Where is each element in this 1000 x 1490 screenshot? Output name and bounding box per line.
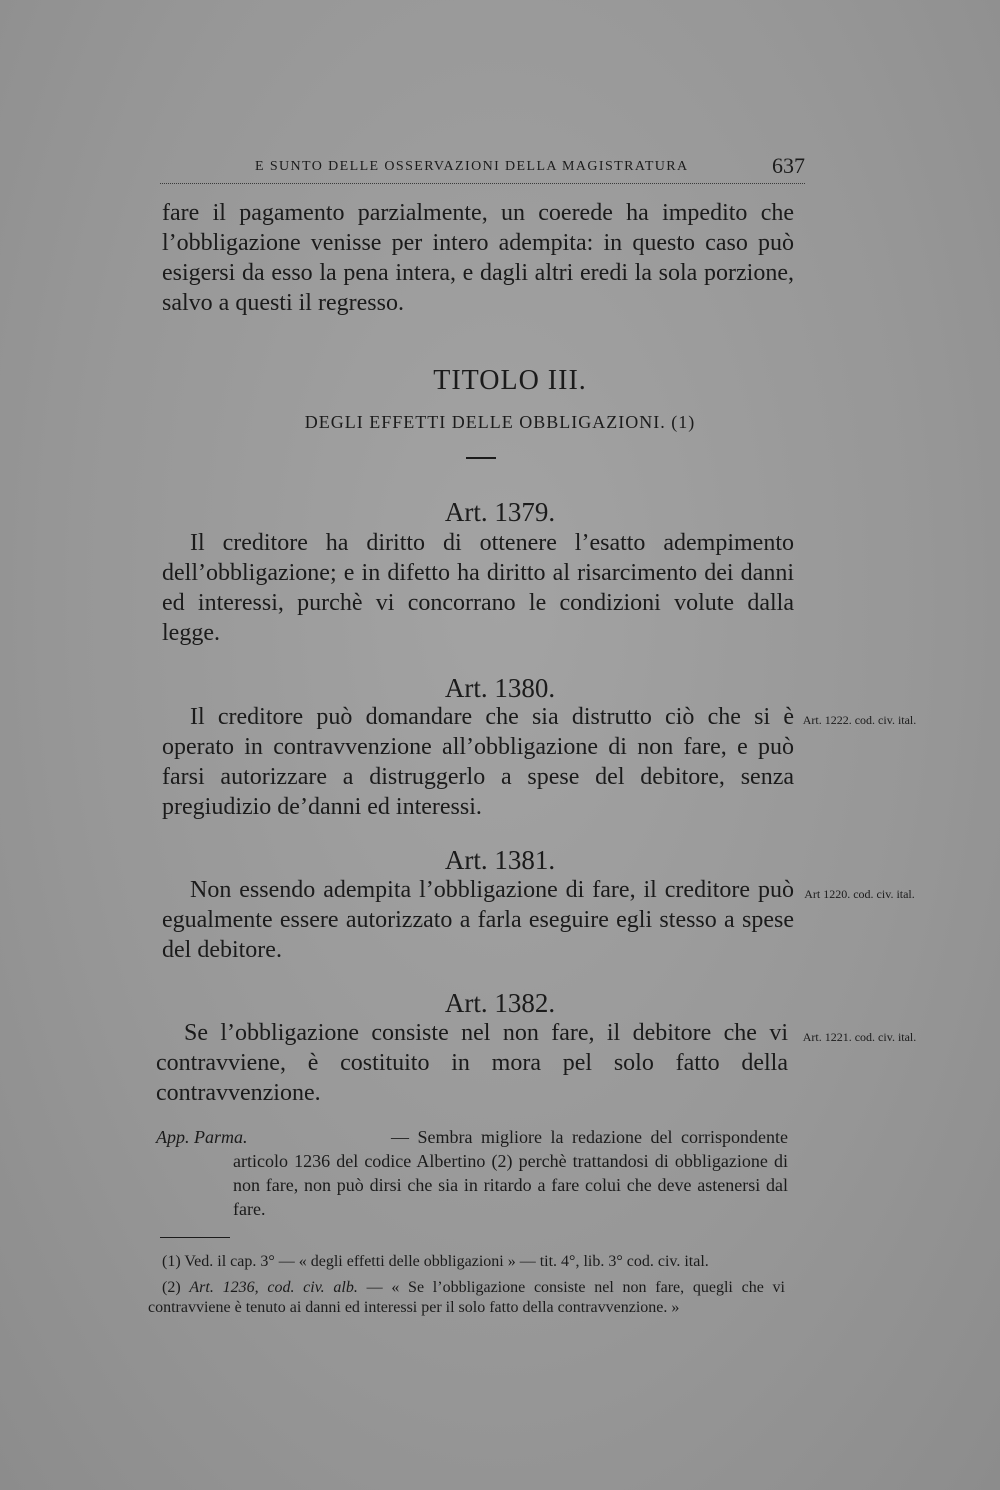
article-heading: Art. 1382. [444,988,556,1018]
footnote-2-reference: Art. 1236, cod. civ. alb. [189,1279,358,1296]
article-text: Non essendo adempita l’obbligazione di fare, il creditore può egualmente essere autorizzato a farla eseguire egli stesso a spese del debitore. [162,877,794,963]
running-header [160,153,805,184]
margin-note: Art. 1222. cod. civ. ital. [802,713,917,727]
section-divider [466,457,496,459]
footnote-2 [148,1278,785,1318]
page-number: 637 [772,153,805,178]
footnote-2-number: (2) [162,1279,190,1296]
section-title: TITOLO III. [433,365,587,396]
commentary-text: — Sembra migliore la redazione del corrispondente articolo 1236 del codice Albertino (2) perchè trattandosi di obbligazione di non fare, non può dirsi che sia in ritardo a fare colui che deve astenersi dal fare. [233,1127,788,1219]
footnote-1: (1) Ved. il cap. 3° — « degli effetti delle obbligazioni » — tit. 4°, lib. 3° cod. civ. ital. [162,1253,709,1270]
article-heading: Art. 1379. [444,497,556,527]
article-text: Se l’obbligazione consiste nel non fare, il debitore che vi contravviene, è costituito in mora pel solo fatto della contravvenzione. [156,1020,788,1106]
footnotes [148,1252,785,1324]
commentary-source: App. Parma. [156,1127,248,1147]
commentary [156,1125,788,1221]
footnote-rule [160,1237,230,1238]
article-heading: Art. 1380. [444,673,556,703]
article-text: Il creditore ha diritto di ottenere l’esatto adempimento dell’obbligazione; e in difetto ha diritto al risarcimento dei danni ed interessi, purchè vi concorrano le condizioni volute dalla legge. [162,530,794,646]
footnote-2-text: — « Se l’obbligazione consiste nel non fare, quegli che vi contravviene è tenuto ai danni ed interessi per il solo fatto della contravvenzione. » [148,1279,785,1316]
running-header-title: E SUNTO DELLE OSSERVAZIONI DELLA MAGISTRATURA [255,159,689,174]
margin-note: Art. 1221. cod. civ. ital. [802,1030,917,1044]
continuation-paragraph: fare il pagamento parzialmente, un coerede ha impedito che l’obbligazione venisse per intero adempita: in questo caso può esigersi da esso la pena intera, e dagli altri eredi la sola porzione, salvo a questi il regresso. [162,200,794,316]
article-text: Il creditore può domandare che sia distrutto ciò che si è operato in contravvenzione all’obbligazione di non fare, e può farsi autorizzare a distruggerlo a spese del debitore, senza pregiudizio de’danni ed interessi. [162,704,794,820]
margin-note: Art 1220. cod. civ. ital. [804,887,915,901]
article-heading: Art. 1381. [444,845,556,875]
section-subtitle: DEGLI EFFETTI DELLE OBBLIGAZIONI. (1) [304,412,696,432]
